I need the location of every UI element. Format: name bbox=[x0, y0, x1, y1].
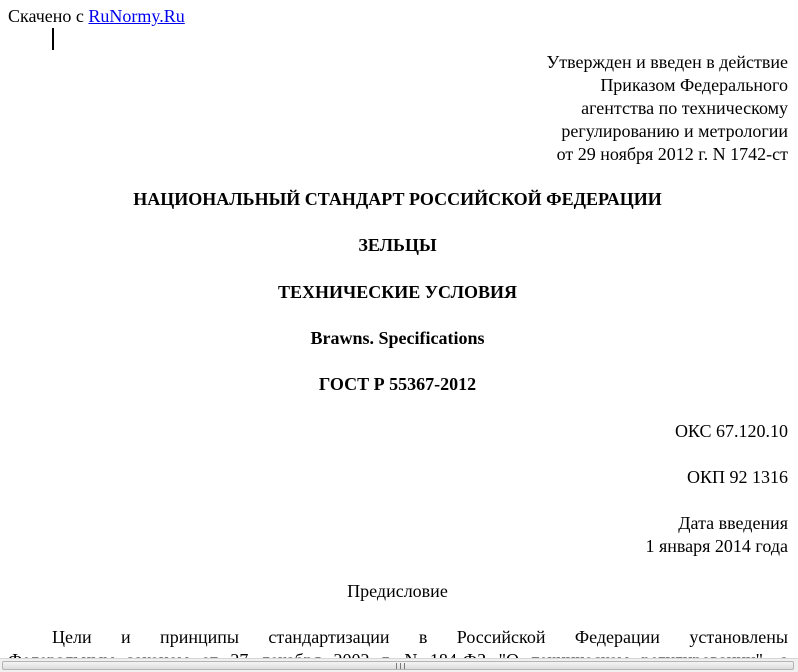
foreword-line: Цели и принципы стандартизации в Российской Федерации установлены bbox=[52, 627, 788, 647]
text-cursor bbox=[52, 28, 54, 50]
horizontal-scrollbar[interactable] bbox=[0, 658, 798, 672]
approval-line: от 29 ноября 2012 г. N 1742-ст bbox=[556, 144, 788, 164]
standard-type-heading: НАЦИОНАЛЬНЫЙ СТАНДАРТ РОССИЙСКОЙ ФЕДЕРАЦИИ bbox=[133, 189, 662, 209]
approval-line: Приказом Федерального bbox=[600, 75, 788, 95]
approval-line: агентства по техническому bbox=[581, 98, 788, 118]
english-title: Brawns. Specifications bbox=[310, 328, 485, 348]
intro-date-value: 1 января 2014 года bbox=[645, 536, 788, 556]
gost-number: ГОСТ Р 55367-2012 bbox=[318, 374, 477, 394]
scrollbar-thumb[interactable] bbox=[2, 661, 794, 670]
subtitle-heading: ТЕХНИЧЕСКИЕ УСЛОВИЯ bbox=[278, 282, 517, 302]
source-link[interactable]: RuNormy.Ru bbox=[88, 6, 185, 26]
foreword-paragraph bbox=[0, 626, 798, 658]
oks-code: ОКС 67.120.10 bbox=[674, 421, 788, 441]
source-line bbox=[8, 5, 185, 28]
approval-block bbox=[546, 51, 788, 166]
product-title: ЗЕЛЬЦЫ bbox=[358, 235, 437, 255]
approval-line: регулированию и метрологии bbox=[561, 121, 788, 141]
grip-icon bbox=[396, 663, 405, 669]
okp-code: ОКП 92 1316 bbox=[686, 467, 788, 487]
foreword-heading: Предисловие bbox=[347, 581, 448, 601]
source-prefix: Скачено с bbox=[8, 6, 89, 26]
intro-date-label: Дата введения bbox=[678, 513, 788, 533]
approval-line: Утвержден и введен в действие bbox=[546, 52, 788, 72]
